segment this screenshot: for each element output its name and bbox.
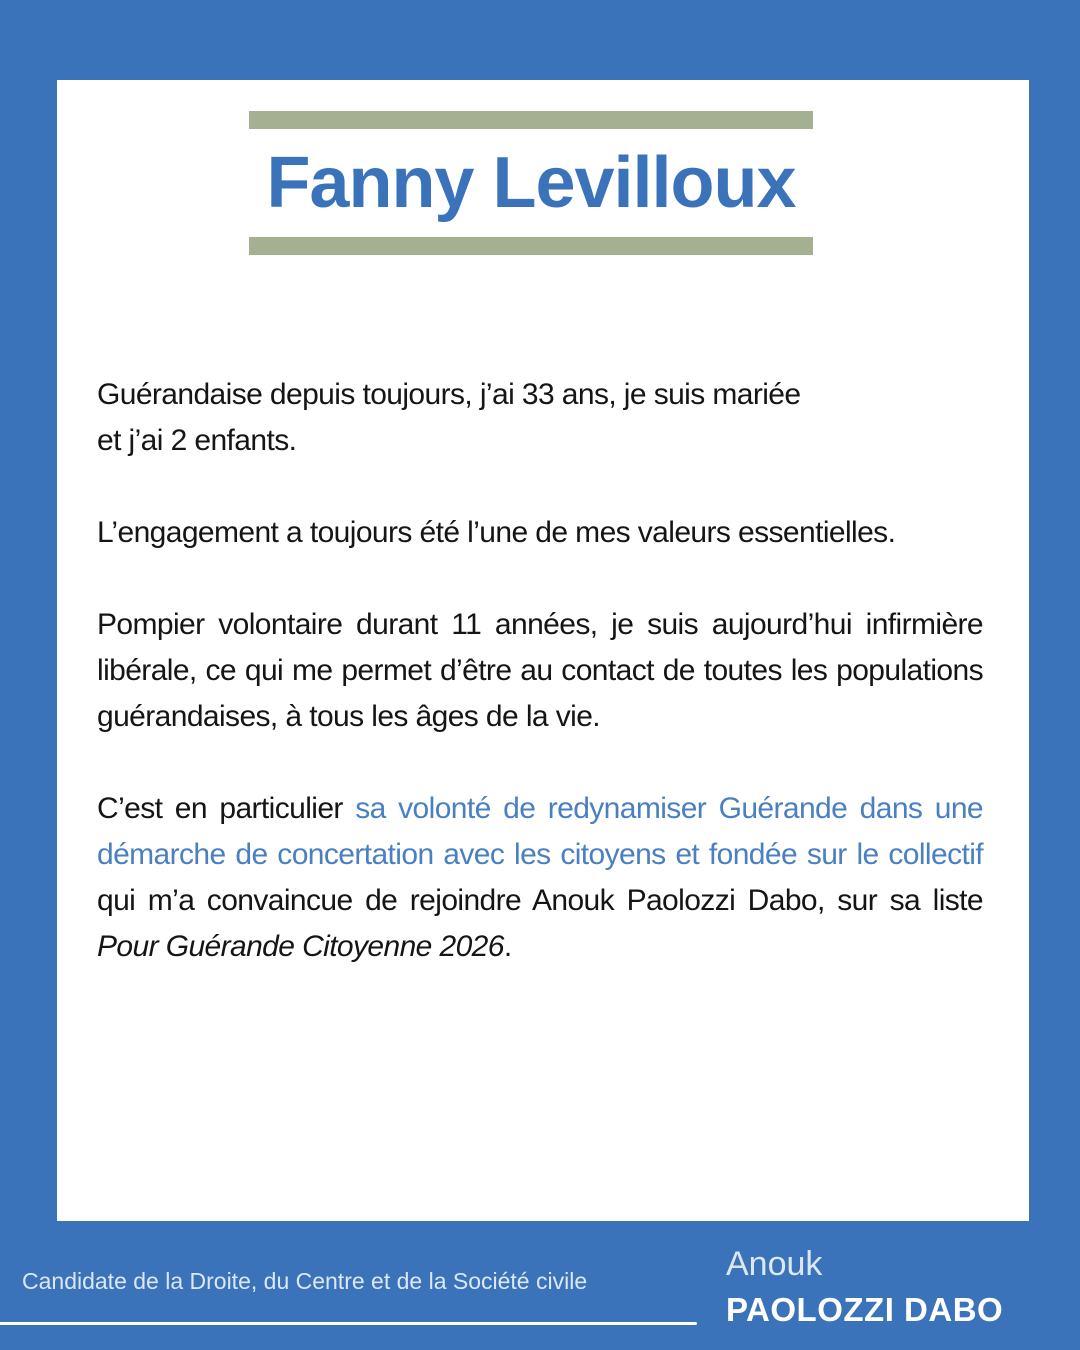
candidate-first-name: Anouk: [726, 1245, 823, 1283]
footer-underline: [0, 1322, 697, 1325]
footer-tagline: Candidate de la Droite, du Centre et de la Société civile: [22, 1268, 588, 1294]
candidate-last-name: PAOLOZZI DABO: [726, 1291, 1004, 1328]
content-card: [57, 80, 1029, 1221]
motivation-end: .: [503, 930, 512, 963]
motivation-highlight: sa volonté de redynamiser Guérande dans une démarche de concertation avec les citoyens et fondée sur le collectif: [97, 792, 983, 871]
list-name: Pour Guérande Citoyenne 2026: [97, 930, 504, 963]
title-rule-bottom: [249, 237, 813, 255]
page-title: Fanny Levilloux: [266, 143, 796, 223]
paragraph-family-line-2: et j’ai 2 enfants.: [97, 424, 297, 457]
motivation-intro: C’est en particulier: [97, 792, 356, 825]
paragraph-career: Pompier volontaire durant 11 années, je suis aujourd’hui infirmière libérale, ce qui me permet d’être au contact de toutes les populations guérandaises, à tous les âges de la vie.: [97, 608, 983, 733]
paragraph-motivation: [97, 786, 983, 970]
bio-text: [97, 372, 983, 1016]
title-block: [249, 111, 813, 255]
paragraph-family: [97, 372, 983, 464]
paragraph-engagement: L’engagement a toujours été l’une de mes valeurs essentielles.: [97, 516, 896, 549]
title-rule-top: [249, 111, 813, 129]
motivation-middle: qui m’a convaincue de rejoindre Anouk Paolozzi Dabo, sur sa liste: [97, 884, 983, 917]
paragraph-family-line-1: Guérandaise depuis toujours, j’ai 33 ans, je suis mariée: [97, 378, 801, 411]
